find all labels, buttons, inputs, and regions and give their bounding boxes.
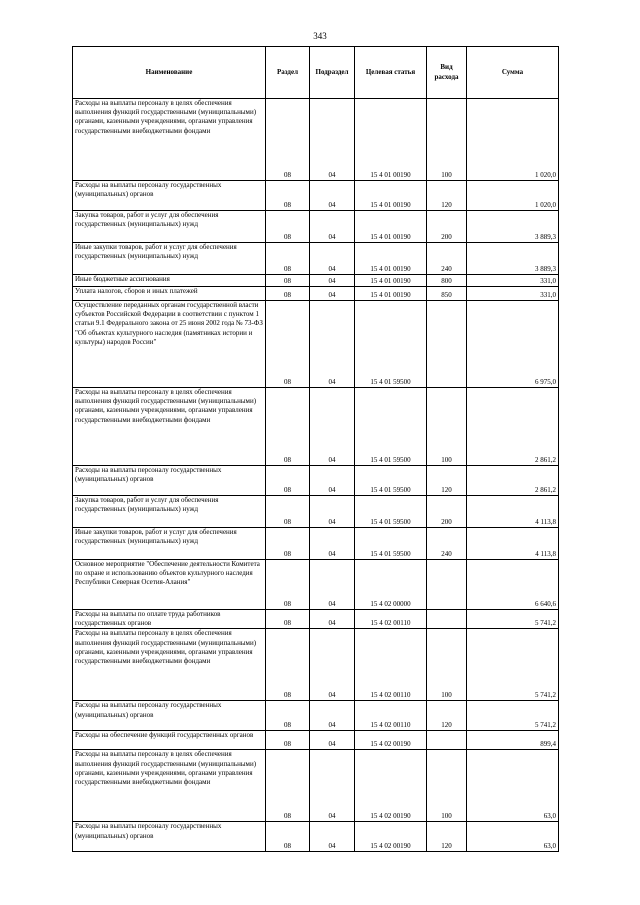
table-row xyxy=(73,629,559,701)
row-vid: 120 xyxy=(427,181,467,211)
row-sum: 63,0 xyxy=(467,750,559,822)
row-razdel: 08 xyxy=(266,301,310,388)
table-row xyxy=(73,301,559,388)
row-vid: 120 xyxy=(427,701,467,731)
budget-table xyxy=(72,46,559,852)
row-vid: 240 xyxy=(427,528,467,560)
row-target: 15 4 01 59500 xyxy=(355,301,427,388)
row-vid xyxy=(427,731,467,750)
row-podrazdel: 04 xyxy=(310,243,355,275)
row-podrazdel: 04 xyxy=(310,750,355,822)
row-target: 15 4 01 00190 xyxy=(355,243,427,275)
row-vid: 100 xyxy=(427,750,467,822)
table-row xyxy=(73,528,559,560)
row-name: Основное мероприятие "Обеспечение деятельности Комитета по охране и использованию объектов культурного наследия Республики Северная Осетия-Алания" xyxy=(73,560,266,610)
row-sum: 3 889,3 xyxy=(467,243,559,275)
row-target: 15 4 02 00190 xyxy=(355,731,427,750)
row-podrazdel: 04 xyxy=(310,287,355,301)
table-row xyxy=(73,701,559,731)
row-razdel: 08 xyxy=(266,275,310,287)
row-podrazdel: 04 xyxy=(310,181,355,211)
row-sum: 6 640,6 xyxy=(467,560,559,610)
row-sum: 5 741,2 xyxy=(467,610,559,629)
row-name: Закупка товаров, работ и услуг для обеспечения государственных (муниципальных) нужд xyxy=(73,496,266,528)
row-sum: 4 113,8 xyxy=(467,496,559,528)
row-razdel: 08 xyxy=(266,99,310,181)
row-razdel: 08 xyxy=(266,750,310,822)
row-vid: 100 xyxy=(427,99,467,181)
row-target: 15 4 01 00190 xyxy=(355,211,427,243)
header-target: Целевая статья xyxy=(355,47,427,99)
row-sum: 6 975,0 xyxy=(467,301,559,388)
table-row xyxy=(73,750,559,822)
row-target: 15 4 02 00000 xyxy=(355,560,427,610)
row-name: Расходы на выплаты персоналу в целях обеспечения выполнения функций государственными (муниципальными) органами, казенными учреждениями, органами управления государственными внебюджетными фондами xyxy=(73,99,266,181)
row-podrazdel: 04 xyxy=(310,275,355,287)
row-target: 15 4 02 00110 xyxy=(355,701,427,731)
row-sum: 5 741,2 xyxy=(467,629,559,701)
row-sum: 4 113,8 xyxy=(467,528,559,560)
row-vid xyxy=(427,560,467,610)
row-razdel: 08 xyxy=(266,560,310,610)
row-razdel: 08 xyxy=(266,629,310,701)
row-target: 15 4 02 00110 xyxy=(355,610,427,629)
row-razdel: 08 xyxy=(266,496,310,528)
row-name: Иные закупки товаров, работ и услуг для обеспечения государственных (муниципальных) нужд xyxy=(73,528,266,560)
page-number: 343 xyxy=(313,31,327,41)
row-sum: 331,0 xyxy=(467,275,559,287)
row-podrazdel: 04 xyxy=(310,388,355,466)
table-row xyxy=(73,243,559,275)
row-podrazdel: 04 xyxy=(310,560,355,610)
row-vid: 800 xyxy=(427,275,467,287)
row-podrazdel: 04 xyxy=(310,701,355,731)
row-target: 15 4 01 59500 xyxy=(355,528,427,560)
row-podrazdel: 04 xyxy=(310,301,355,388)
table-row xyxy=(73,181,559,211)
row-target: 15 4 02 00110 xyxy=(355,629,427,701)
row-vid: 100 xyxy=(427,629,467,701)
table-row xyxy=(73,211,559,243)
table-row xyxy=(73,466,559,496)
row-podrazdel: 04 xyxy=(310,629,355,701)
row-target: 15 4 02 00190 xyxy=(355,750,427,822)
row-target: 15 4 01 00190 xyxy=(355,275,427,287)
table-header-row xyxy=(73,47,559,99)
row-razdel: 08 xyxy=(266,822,310,852)
row-razdel: 08 xyxy=(266,466,310,496)
row-target: 15 4 01 00190 xyxy=(355,181,427,211)
row-target: 15 4 01 59500 xyxy=(355,496,427,528)
row-podrazdel: 04 xyxy=(310,822,355,852)
row-sum: 3 889,3 xyxy=(467,211,559,243)
row-target: 15 4 01 59500 xyxy=(355,466,427,496)
row-name: Расходы на выплаты персоналу государственных (муниципальных) органов xyxy=(73,466,266,496)
row-vid: 120 xyxy=(427,466,467,496)
table-row xyxy=(73,560,559,610)
table-row xyxy=(73,731,559,750)
table-row xyxy=(73,822,559,852)
table-row xyxy=(73,388,559,466)
row-razdel: 08 xyxy=(266,388,310,466)
row-target: 15 4 01 00190 xyxy=(355,99,427,181)
row-sum: 63,0 xyxy=(467,822,559,852)
row-target: 15 4 01 00190 xyxy=(355,287,427,301)
header-razdel: Раздел xyxy=(266,47,310,99)
row-name: Расходы на выплаты персоналу в целях обеспечения выполнения функций государственными (муниципальными) органами, казенными учреждениями, органами управления государственными внебюджетными фондами xyxy=(73,629,266,701)
row-name: Уплата налогов, сборов и иных платежей xyxy=(73,287,266,301)
row-podrazdel: 04 xyxy=(310,528,355,560)
row-razdel: 08 xyxy=(266,287,310,301)
row-sum: 5 741,2 xyxy=(467,701,559,731)
row-target: 15 4 02 00190 xyxy=(355,822,427,852)
row-vid: 200 xyxy=(427,496,467,528)
row-vid: 200 xyxy=(427,211,467,243)
row-razdel: 08 xyxy=(266,610,310,629)
row-sum: 331,0 xyxy=(467,287,559,301)
row-sum: 1 020,0 xyxy=(467,181,559,211)
row-razdel: 08 xyxy=(266,243,310,275)
row-podrazdel: 04 xyxy=(310,496,355,528)
header-vid: Вид расхода xyxy=(427,47,467,99)
table-row xyxy=(73,287,559,301)
row-name: Расходы на обеспечение функций государственных органов xyxy=(73,731,266,750)
row-podrazdel: 04 xyxy=(310,731,355,750)
row-vid: 850 xyxy=(427,287,467,301)
table-row xyxy=(73,496,559,528)
row-name: Расходы на выплаты по оплате труда работников государственных органов xyxy=(73,610,266,629)
row-vid: 120 xyxy=(427,822,467,852)
table-row xyxy=(73,99,559,181)
row-target: 15 4 01 59500 xyxy=(355,388,427,466)
row-name: Расходы на выплаты персоналу государственных (муниципальных) органов xyxy=(73,822,266,852)
row-name: Расходы на выплаты персоналу в целях обеспечения выполнения функций государственными (муниципальными) органами, казенными учреждениями, органами управления государственными внебюджетными фондами xyxy=(73,388,266,466)
table-body xyxy=(73,99,559,852)
row-sum: 2 861,2 xyxy=(467,466,559,496)
header-sum: Сумма xyxy=(467,47,559,99)
row-podrazdel: 04 xyxy=(310,99,355,181)
row-podrazdel: 04 xyxy=(310,466,355,496)
row-vid: 100 xyxy=(427,388,467,466)
row-sum: 1 020,0 xyxy=(467,99,559,181)
row-name: Расходы на выплаты персоналу государственных (муниципальных) органов xyxy=(73,181,266,211)
row-razdel: 08 xyxy=(266,731,310,750)
row-razdel: 08 xyxy=(266,528,310,560)
table-row xyxy=(73,610,559,629)
row-sum: 899,4 xyxy=(467,731,559,750)
row-vid: 240 xyxy=(427,243,467,275)
row-name: Иные бюджетные ассигнования xyxy=(73,275,266,287)
row-razdel: 08 xyxy=(266,701,310,731)
header-podrazdel: Подраздел xyxy=(310,47,355,99)
row-podrazdel: 04 xyxy=(310,610,355,629)
row-sum: 2 861,2 xyxy=(467,388,559,466)
row-name: Расходы на выплаты персоналу в целях обеспечения выполнения функций государственными (муниципальными) органами, казенными учреждениями, органами управления государственными внебюджетными фондами xyxy=(73,750,266,822)
header-name: Наименование xyxy=(73,47,266,99)
row-razdel: 08 xyxy=(266,211,310,243)
table-row xyxy=(73,275,559,287)
row-podrazdel: 04 xyxy=(310,211,355,243)
row-name: Расходы на выплаты персоналу государственных (муниципальных) органов xyxy=(73,701,266,731)
row-name: Иные закупки товаров, работ и услуг для обеспечения государственных (муниципальных) нужд xyxy=(73,243,266,275)
row-vid xyxy=(427,301,467,388)
row-name: Осуществление переданных органам государственной власти субъектов Российской Федерации в соответствии с пунктом 1 статьи 9.1 Федерального закона от 25 июня 2002 года № 73-ФЗ "Об объектах культурного наследия (памятниках истории и культуры) народов России" xyxy=(73,301,266,388)
row-vid xyxy=(427,610,467,629)
row-razdel: 08 xyxy=(266,181,310,211)
row-name: Закупка товаров, работ и услуг для обеспечения государственных (муниципальных) нужд xyxy=(73,211,266,243)
